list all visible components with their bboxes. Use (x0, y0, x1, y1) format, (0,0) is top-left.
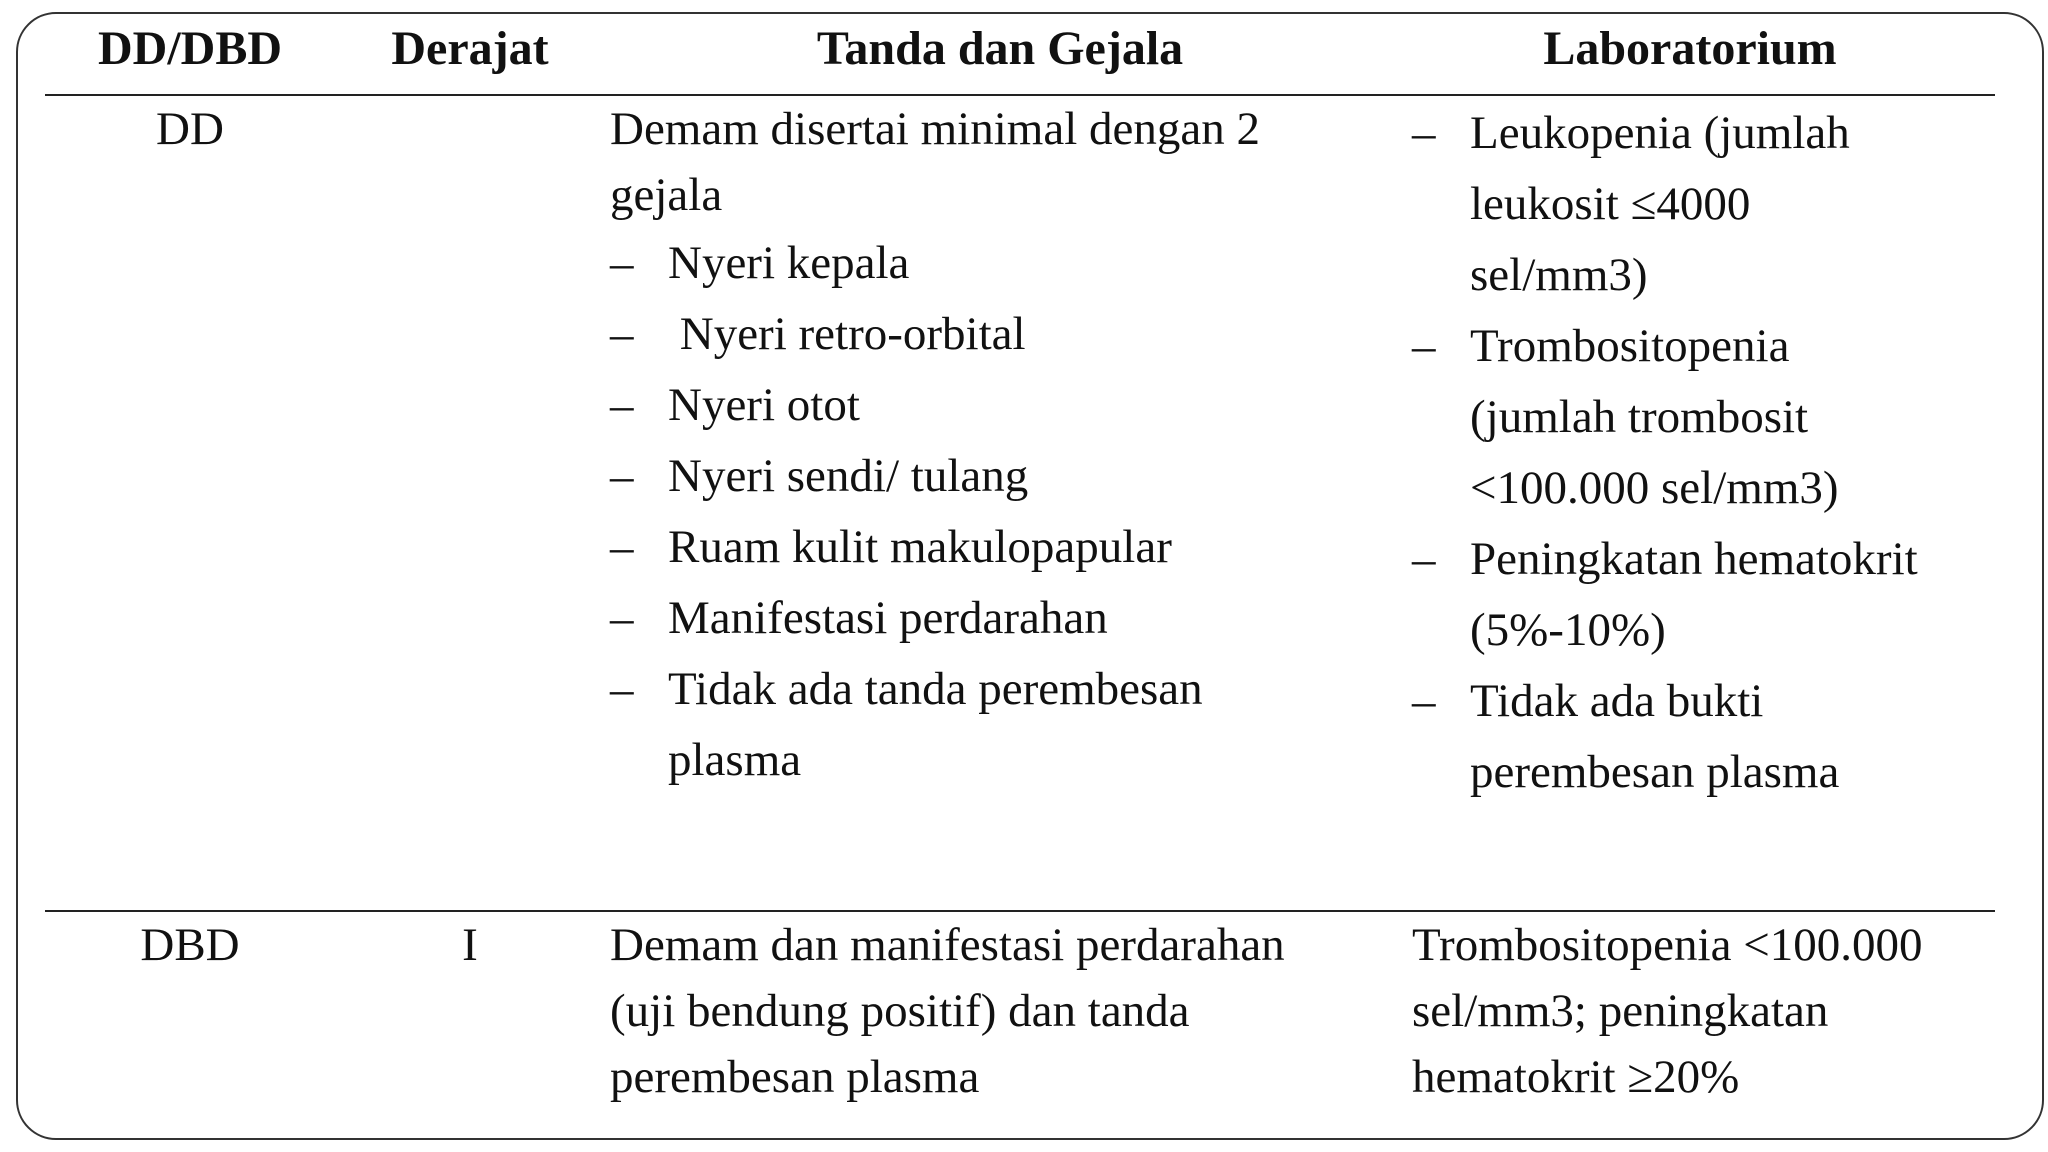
lab-text: sel/mm3) (1470, 249, 1648, 301)
header-tanda-gejala: Tanda dan Gejala (816, 22, 1184, 75)
lab-item (1412, 311, 1918, 524)
lab-text: Peningkatan hematokrit (1470, 533, 1918, 585)
symptom-text: Nyeri sendi/ tulang (668, 450, 1029, 502)
symptom-text: Tidak ada tanda perembesan (668, 663, 1203, 715)
lab-line: hematokrit ≥20% (1412, 1051, 1740, 1103)
lab-item (1412, 98, 1918, 311)
row-dbd-lab (1412, 912, 1922, 1110)
symptom-item (610, 443, 1260, 509)
row-dbd-symptoms (610, 912, 1285, 1110)
dash-bullet: – (1412, 107, 1436, 159)
row-dbd-grade: I (462, 919, 478, 971)
lab-text: (5%-10%) (1470, 604, 1666, 656)
header-derajat: Derajat (391, 22, 549, 75)
row-dd-type: DD (156, 103, 224, 155)
dash-bullet: – (610, 592, 634, 644)
lab-text: perembesan plasma (1470, 746, 1840, 798)
dash-bullet: – (1412, 533, 1436, 585)
symptom-item (610, 656, 1260, 793)
symptom-text: Ruam kulit makulopapular (668, 521, 1172, 573)
symptom-text: Nyeri otot (668, 379, 860, 431)
dash-bullet: – (610, 308, 634, 360)
lab-item (1412, 666, 1918, 808)
lab-text: (jumlah trombosit (1470, 391, 1809, 443)
symptom-item (610, 372, 1260, 438)
dash-bullet: – (610, 663, 634, 715)
symptom-item (610, 301, 1260, 367)
lab-text: Tidak ada bukti (1470, 675, 1764, 727)
dash-bullet: – (610, 379, 634, 431)
lab-text: leukosit ≤4000 (1470, 178, 1751, 230)
symptom-text: plasma (668, 734, 802, 786)
symptom-text: Nyeri kepala (668, 237, 910, 289)
lab-text: Leukopenia (jumlah (1470, 107, 1850, 159)
dash-bullet: – (610, 521, 634, 573)
dash-bullet: – (1412, 320, 1436, 372)
header-laboratorium: Laboratorium (1543, 22, 1837, 75)
lab-line: Trombositopenia <100.000 (1412, 919, 1923, 971)
row-dd-lab (1412, 98, 1918, 808)
symptom-item (610, 514, 1260, 580)
row-dbd-type: DBD (140, 919, 240, 971)
symptoms-intro-line: Demam disertai minimal dengan 2 (610, 103, 1260, 155)
dash-bullet: – (1412, 675, 1436, 727)
symptom-text: Manifestasi perdarahan (668, 592, 1108, 644)
symptom-item (610, 585, 1260, 651)
symptoms-line: perembesan plasma (610, 1051, 980, 1103)
symptom-text: Nyeri retro-orbital (668, 308, 1026, 360)
header-dd-dbd: DD/DBD (97, 22, 282, 75)
symptoms-line: (uji bendung positif) dan tanda (610, 985, 1190, 1037)
lab-text: <100.000 sel/mm3) (1470, 462, 1839, 514)
lab-line: sel/mm3; peningkatan (1412, 985, 1829, 1037)
lab-text: Trombositopenia (1470, 320, 1790, 372)
dash-bullet: – (610, 237, 634, 289)
symptoms-intro-line: gejala (610, 169, 723, 221)
dash-bullet: – (610, 450, 634, 502)
symptom-item (610, 230, 1260, 296)
row-dd-symptoms (610, 96, 1260, 793)
lab-item (1412, 524, 1918, 666)
symptoms-line: Demam dan manifestasi perdarahan (610, 919, 1285, 971)
